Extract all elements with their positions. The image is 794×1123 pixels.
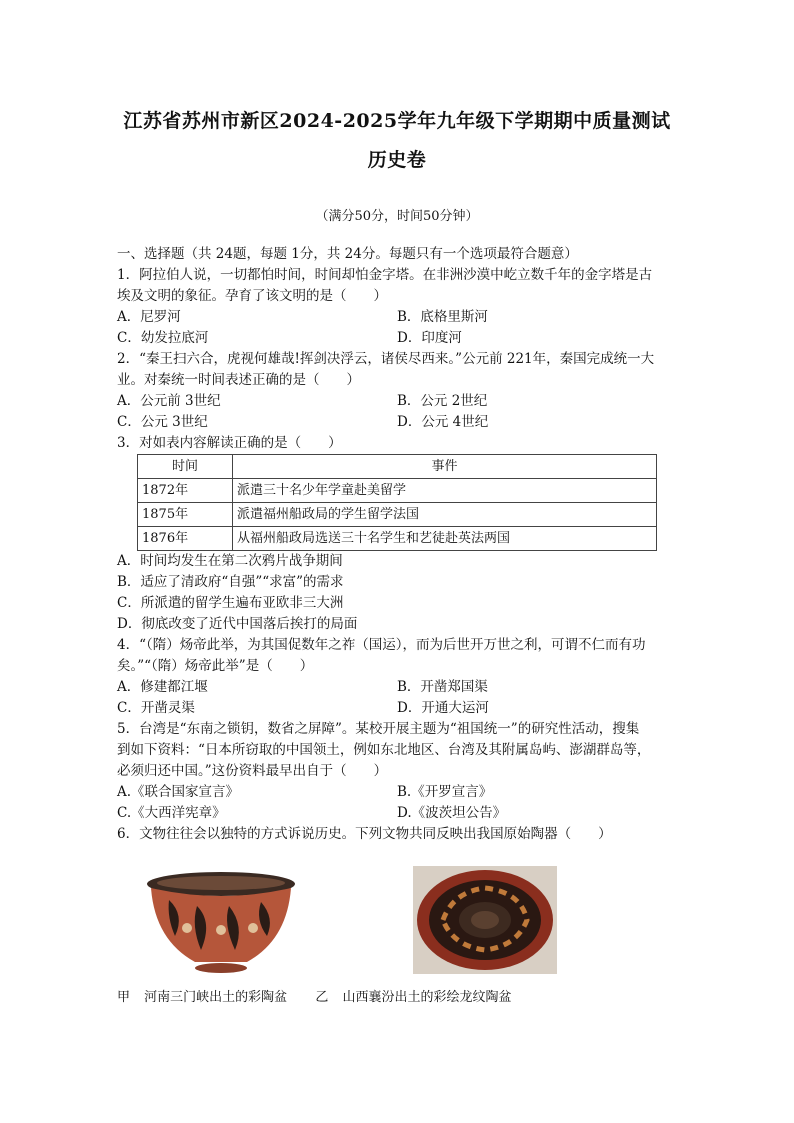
q4-stem-2: 矣。”“（隋）炀帝此举”是（ ） — [117, 658, 314, 674]
q5-option-a: A.《联合国家宣言》 — [117, 784, 240, 800]
q1-option-c: C．幼发拉底河 — [117, 330, 209, 346]
table-cell-year: 1876年 — [138, 527, 233, 551]
q4-option-d: D．开通大运河 — [397, 700, 489, 716]
table-cell-event: 派遣三十名少年学童赴美留学 — [233, 479, 657, 503]
caption-b: 山西襄汾出土的彩绘龙纹陶盆 — [342, 990, 512, 1005]
q2-options-row-1 — [117, 391, 677, 412]
q2-stem-1: 2．“秦王扫六合，虎视何雄哉!挥剑决浮云，诸侯尽西来。”公元前 221年，秦国完成统一大 — [117, 351, 655, 367]
q2-option-d: D．公元 4世纪 — [397, 414, 489, 430]
q4-option-a: A．修建都江堰 — [117, 679, 208, 695]
q1-stem-1: 1．阿拉伯人说，一切都怕时间，时间却怕金字塔。在非洲沙漠中屹立数千年的金字塔是古 — [117, 267, 653, 283]
q4-options-row-1 — [117, 677, 677, 698]
q5-options-row-2 — [117, 803, 677, 824]
q1-options-row-1 — [117, 307, 677, 328]
table-header-time: 时间 — [138, 455, 233, 479]
table-cell-year: 1875年 — [138, 503, 233, 527]
q4-options-row-2 — [117, 698, 677, 719]
question-body — [117, 244, 677, 845]
q3-event-table — [137, 454, 657, 551]
q5-option-d: D.《波茨坦公告》 — [397, 805, 507, 821]
q6-stem: 6．文物往往会以独特的方式诉说历史。下列文物共同反映出我国原始陶器（ ） — [117, 826, 612, 842]
caption-a: 河南三门峡出土的彩陶盆 — [144, 990, 288, 1005]
q2-option-b: B．公元 2世纪 — [397, 393, 488, 409]
q1-option-b: B．底格里斯河 — [397, 309, 488, 325]
q3-option-d: D．彻底改变了近代中国落后挨打的局面 — [117, 616, 358, 632]
table-row — [138, 479, 657, 503]
q5-stem-3: 必须归还中国。”这份资料最早出自于（ ） — [117, 763, 388, 779]
q3-option-b: B．适应了清政府“自强”“求富”的需求 — [117, 574, 344, 590]
q2-stem-2: 业。对秦统一时间表述正确的是（ ） — [117, 372, 360, 388]
q1-option-a: A．尼罗河 — [117, 309, 181, 325]
table-cell-event: 派遣福州船政局的学生留学法国 — [233, 503, 657, 527]
q2-options-row-2 — [117, 412, 677, 433]
section-heading: 一、选择题（共 24题，每题 1分，共 24分。每题只有一个选项最符合题意） — [117, 246, 578, 262]
q5-option-b: B.《开罗宣言》 — [397, 784, 493, 800]
q1-stem-2: 埃及文明的象征。孕育了该文明的是（ ） — [117, 288, 387, 304]
table-header-row — [138, 455, 657, 479]
q1-options-row-2 — [117, 328, 677, 349]
painted-pottery-basin-image — [145, 870, 297, 974]
q6-captions — [117, 986, 677, 1005]
dragon-pattern-basin-image — [413, 866, 557, 974]
q3-stem: 3．对如表内容解读正确的是（ ） — [117, 435, 342, 451]
table-cell-event: 从福州船政局选送三十名学生和艺徒赴英法两国 — [233, 527, 657, 551]
table-row — [138, 527, 657, 551]
q5-stem-1: 5．台湾是“东南之锁钥，数省之屏障”。某校开展主题为“祖国统一”的研究性活动，搜集 — [117, 721, 640, 737]
table-header-event: 事件 — [233, 455, 657, 479]
q1-option-d: D．印度河 — [397, 330, 462, 346]
q3-option-a: A．时间均发生在第二次鸦片战争期间 — [117, 553, 343, 569]
table-cell-year: 1872年 — [138, 479, 233, 503]
q5-stem-2: 到如下资料：“日本所窃取的中国领土，例如东北地区、台湾及其附属岛屿、澎湖群岛等， — [117, 742, 651, 758]
q2-option-c: C．公元 3世纪 — [117, 414, 208, 430]
caption-a-mark: 甲 — [117, 990, 131, 1005]
q2-option-a: A．公元前 3世纪 — [117, 393, 221, 409]
q5-options-row-1 — [117, 782, 677, 803]
q3-option-c: C．所派遣的留学生遍布亚欧非三大洲 — [117, 595, 344, 611]
exam-title: 江苏省苏州市新区2024-2025学年九年级下学期期中质量测试 — [123, 110, 671, 132]
q4-option-c: C．开凿灵渠 — [117, 700, 195, 716]
caption-b-mark: 乙 — [315, 990, 329, 1005]
table-row — [138, 503, 657, 527]
q4-stem-1: 4．“（隋）炀帝此举，为其国促数年之祚（国运），而为后世开万世之利，可谓不仁而有功 — [117, 637, 646, 653]
exam-subtitle: 历史卷 — [367, 149, 427, 171]
exam-note: （满分50分，时间50分钟） — [315, 209, 479, 224]
q4-option-b: B．开凿郑国渠 — [397, 679, 488, 695]
q5-option-c: C.《大西洋宪章》 — [117, 805, 226, 821]
